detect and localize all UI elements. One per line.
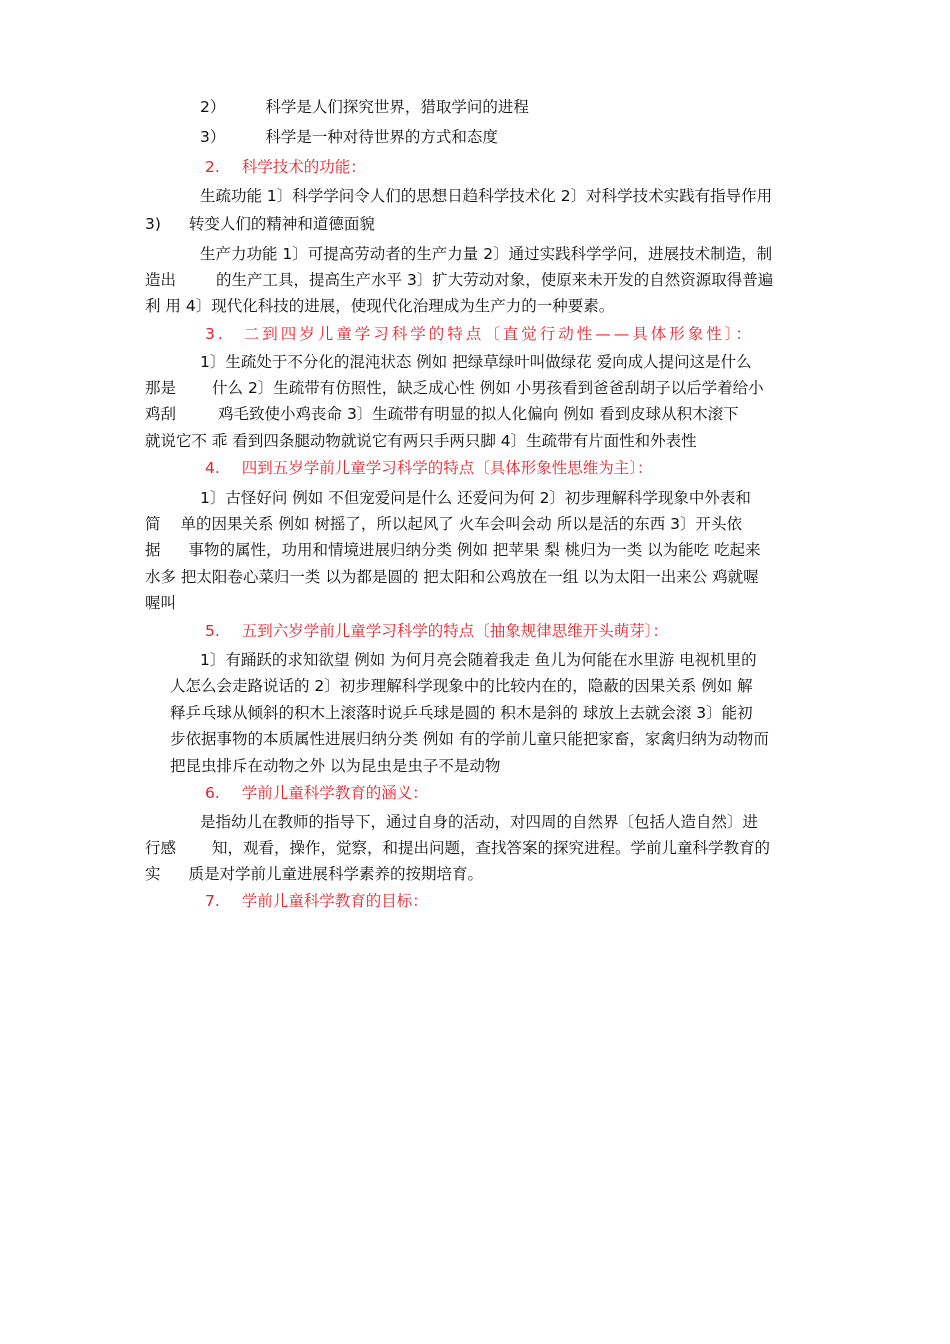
paragraph-line: 1〕古怪好问 例如 不但宠爱问是什么 还爱问为何 2〕初步理解科学现象中外表和: [200, 489, 751, 507]
paragraph-line: [145, 838, 770, 858]
paragraph-line: 是指幼儿在教师的指导下，通过自身的活动，对四周的自然界〔包括人造自然〕进: [200, 813, 759, 831]
section-heading-3: [205, 324, 754, 344]
heading-text: 五到六岁学前儿童学习科学的特点〔抽象规律思维开头萌芽〕：: [241, 622, 669, 640]
text-fragment: 单的因果关系 例如 树摇了，所以起风了 火车会叫会动 所以是活的东西 3〕开头依: [180, 515, 743, 533]
text-fragment: 的生产工具，提高生产水平 3〕扩大劳动对象，使原来未开发的自然资源取得普遍: [216, 271, 774, 289]
paragraph-line: 利 用 4〕现代化科技的进展，使现代化治理成为生产力的一种要素。: [145, 297, 615, 315]
heading-text: 二到四岁儿童学习科学的特点〔直觉行动性——具体形象性〕：: [243, 325, 755, 343]
list-item-text: 科学是人们探究世界，猎取学问的进程: [265, 98, 529, 116]
text-fragment: 鸡毛致使小鸡丧命 3〕生疏带有明显的拟人化偏向 例如 看到皮球从积木滚下: [218, 405, 739, 423]
text-fragment: 行感: [145, 839, 177, 857]
paragraph-line: [145, 404, 739, 424]
heading-text: 科学技术的功能：: [241, 158, 366, 176]
list-item-2: [200, 97, 529, 117]
paragraph-line: [145, 214, 375, 234]
heading-number: 3.: [205, 325, 226, 343]
paragraph-line: 1〕生疏处于不分化的混沌状态 例如 把绿草绿叶叫做绿花 爱向成人提问这是什么: [200, 353, 752, 371]
section-heading-2: [205, 157, 366, 177]
heading-text: 学前儿童科学教育的目标：: [241, 892, 428, 910]
list-item-number: 3）: [200, 128, 226, 146]
section-heading-5: [205, 621, 668, 641]
text-fragment: 质是对学前儿童进展科学素养的按期培育。: [188, 865, 484, 883]
heading-number: 5.: [205, 622, 220, 640]
text-fragment: 什么 2〕生疏带有仿照性，缺乏成心性 例如 小男孩看到爸爸刮胡子以后学着给小: [212, 379, 764, 397]
paragraph-line: 释乒乓球从倾斜的积木上滚落时说乒乓球是圆的 积木是斜的 球放上去就会滚 3〕能初: [170, 704, 753, 722]
paragraph-line: [145, 864, 483, 884]
paragraph-line: [145, 270, 773, 290]
paragraph-line: 生疏功能 1〕科学学问令人们的思想日趋科学技术化 2〕对科学技术实践有指导作用: [200, 187, 773, 205]
heading-text: 学前儿童科学教育的涵义：: [241, 784, 428, 802]
heading-text: 四到五岁学前儿童学习科学的特点〔具体形象性思维为主〕：: [241, 459, 653, 477]
paragraph-line: 步依据事物的本质属性进展归纳分类 例如 有的学前儿童只能把家畜，家禽归纳为动物而: [170, 730, 769, 748]
heading-number: 4.: [205, 459, 220, 477]
paragraph-line: 1〕有踊跃的求知欲望 例如 为何月亮会随着我走 鱼儿为何能在水里游 电视机里的: [200, 651, 757, 669]
list-item-number: 3): [145, 215, 161, 233]
list-item-text: 科学是一种对待世界的方式和态度: [265, 128, 498, 146]
list-item-3: [200, 127, 498, 147]
text-fragment: 事物的属性，功用和情境进展归纳分类 例如 把苹果 梨 桃归为一类 以为能吃 吃起来: [188, 541, 761, 559]
text-fragment: 那是: [145, 379, 177, 397]
section-heading-7: [205, 891, 428, 911]
text-fragment: 简: [145, 515, 161, 533]
text-fragment: 造出: [145, 271, 177, 289]
paragraph-line: 喔叫: [145, 594, 177, 612]
paragraph-line: 人怎么会走路说话的 2〕初步理解科学现象中的比较内在的，隐蔽的因果关系 例如 解: [170, 677, 753, 695]
paragraph-line: [145, 540, 761, 560]
paragraph-line: 生产力功能 1〕可提高劳动者的生产力量 2〕通过实践科学学问，进展技术制造，制: [200, 245, 773, 263]
text-fragment: 实: [145, 865, 161, 883]
text-fragment: 知，观看，操作，觉察，和提出问题，查找答案的探究进程。学前儿童科学教育的: [212, 839, 771, 857]
list-item-text: 转变人们的精神和道德面貌: [188, 215, 375, 233]
heading-number: 6.: [205, 784, 220, 802]
text-fragment: 据: [145, 541, 161, 559]
list-item-number: 2）: [200, 98, 226, 116]
paragraph-line: [145, 378, 764, 398]
paragraph-line: 就说它不 乖 看到四条腿动物就说它有两只手两只脚 4〕生疏带有片面性和外表性: [145, 432, 697, 450]
paragraph-line: 水多 把太阳卷心菜归一类 以为都是圆的 把太阳和公鸡放在一组 以为太阳一出来公 鸡就喔: [145, 568, 759, 586]
heading-number: 2.: [205, 158, 220, 176]
paragraph-line: 把昆虫排斥在动物之外 以为昆虫是虫子不是动物: [170, 757, 501, 775]
section-heading-4: [205, 458, 653, 478]
paragraph-line: [145, 514, 742, 534]
section-heading-6: [205, 783, 428, 803]
heading-number: 7.: [205, 892, 220, 910]
text-fragment: 鸡刮: [145, 405, 177, 423]
